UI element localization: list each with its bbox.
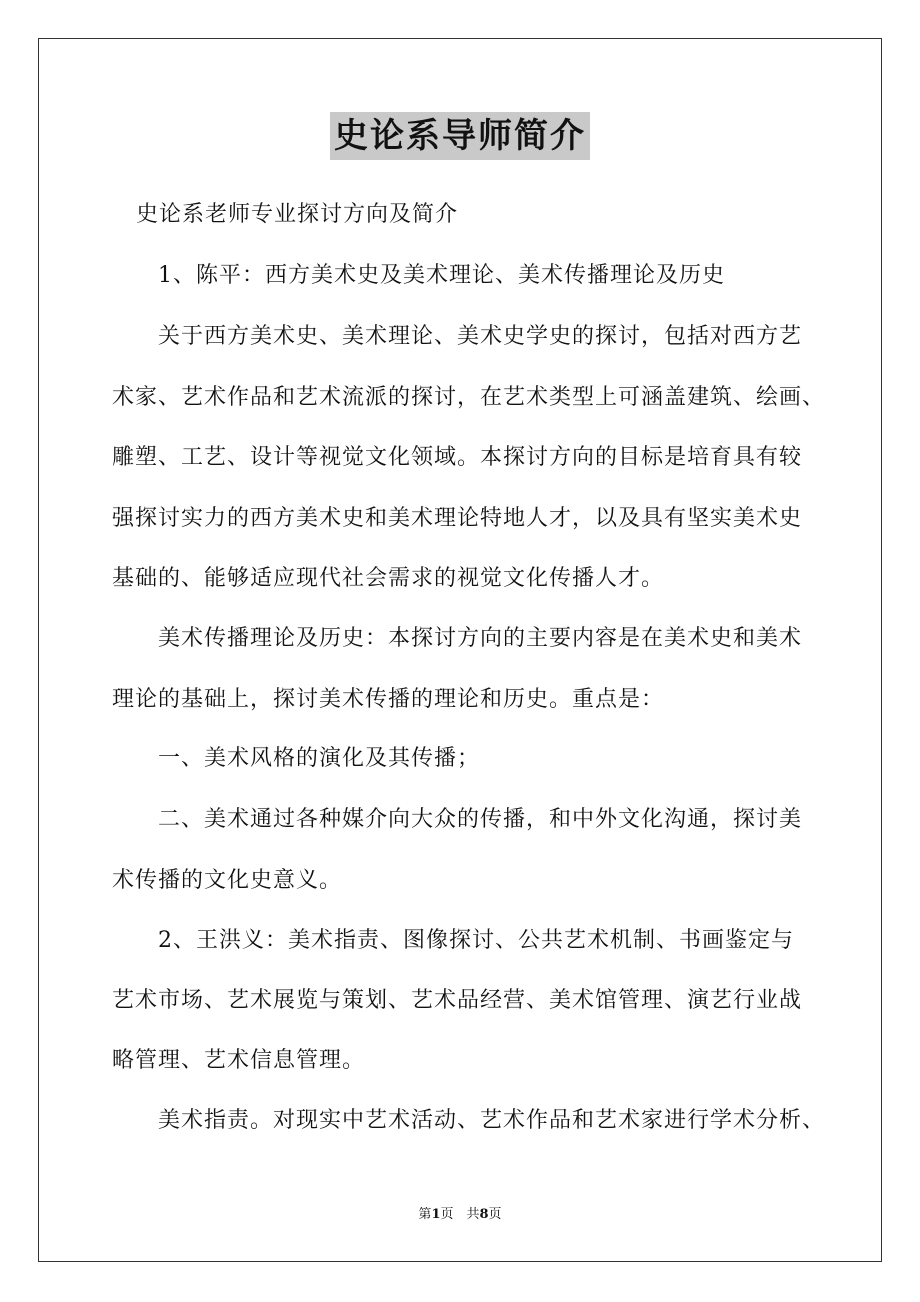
footer-page-prefix: 第 [418, 1207, 432, 1222]
paragraph-line: 一、美术风格的演化及其传播； [158, 746, 481, 771]
title-container [0, 112, 920, 160]
paragraph-line: 理论的基础上，探讨美术传播的理论和历史。重点是： [112, 687, 665, 712]
footer-page-number: 1 [431, 1207, 441, 1222]
paragraph-line: 略管理、艺术信息管理。 [112, 1048, 366, 1073]
footer-page-mid: 页 共 [440, 1207, 480, 1222]
paragraph-line: 术家、艺术作品和艺术流派的探讨，在艺术类型上可涵盖建筑、绘画、 [112, 385, 826, 410]
paragraph-line: 2、王洪义：美术指责、图像探讨、公共艺术机制、书画鉴定与 [158, 928, 794, 953]
paragraph-line: 基础的、能够适应现代社会需求的视觉文化传播人才。 [112, 566, 665, 591]
document-subtitle: 史论系老师专业探讨方向及简介 [136, 202, 459, 227]
paragraph-line: 美术传播理论及历史：本探讨方向的主要内容是在美术史和美术 [158, 626, 803, 651]
page-footer [0, 1206, 920, 1224]
paragraph-line: 艺术市场、艺术展览与策划、艺术品经营、美术馆管理、演艺行业战 [112, 988, 803, 1013]
paragraph-line: 美术指责。对现实中艺术活动、艺术作品和艺术家进行学术分析、 [158, 1108, 826, 1133]
paragraph-line: 1、陈平：西方美术史及美术理论、美术传播理论及历史 [158, 263, 725, 288]
paragraph-line: 关于西方美术史、美术理论、美术史学史的探讨，包括对西方艺 [158, 324, 803, 349]
document-title: 史论系导师简介 [330, 112, 590, 160]
paragraph-line: 二、美术通过各种媒介向大众的传播，和中外文化沟通，探讨美 [158, 807, 803, 832]
paragraph-line: 强探讨实力的西方美术史和美术理论特地人才，以及具有坚实美术史 [112, 506, 803, 531]
paragraph-line: 雕塑、工艺、设计等视觉文化领域。本探讨方向的目标是培育具有较 [112, 445, 803, 470]
footer-total-pages: 8 [479, 1207, 489, 1222]
footer-page-suffix: 页 [488, 1207, 502, 1222]
paragraph-line: 术传播的文化史意义。 [112, 868, 343, 893]
